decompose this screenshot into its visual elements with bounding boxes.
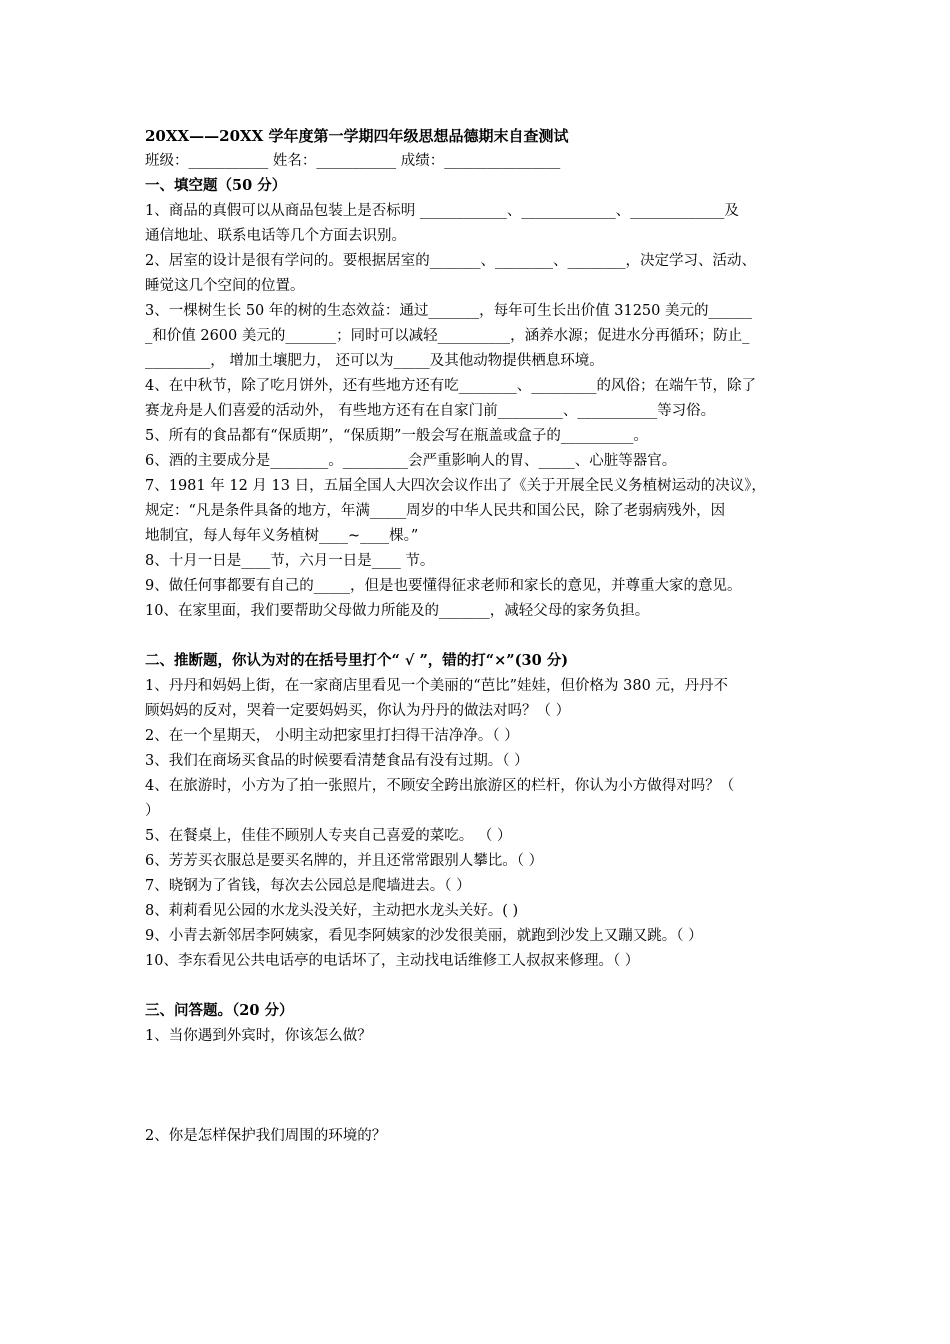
judgment-line: 4、在旅游时，小方为了拍一张照片，不顾安全跨出旅游区的栏杆，你认为小方做得对吗？（ [145, 778, 735, 794]
judgment-line: 5、在餐桌上，佳佳不顾别人专夹自己喜爱的菜吃。 （ ） [145, 828, 512, 844]
fill-blank-line: 8、十月一日是____节，六月一日是____ 节。 [145, 553, 435, 569]
judgment-line: 10、李东看见公共电话亭的电话坏了，主动找电话维修工人叔叔来修理。（ ） [145, 953, 640, 969]
judgment-line: 9、小青去新邻居李阿姨家，看见李阿姨家的沙发很美丽，就跑到沙发上又蹦又跳。（ ） [145, 928, 703, 944]
student-info-line: 班级：___________ 姓名：___________ 成绩：________________ [145, 153, 561, 169]
fill-blank-line: 4、在中秋节，除了吃月饼外，还有些地方还有吃________、_________的风俗；在端午节，除了 [145, 378, 756, 394]
fill-blank-line: 5、所有的食品都有“保质期”，“保质期”一般会写在瓶盖或盒子的__________。 [145, 428, 648, 444]
question-2: 2、你是怎样保护我们周围的环境的？ [145, 1128, 387, 1144]
judgment-line: 2、在一个星期天， 小明主动把家里打扫得干洁净净。（ ） [145, 728, 519, 744]
section1-heading: 一、填空题（50 分） [145, 177, 287, 194]
section3-heading: 三、问答题。（20 分） [145, 1002, 294, 1019]
fill-blank-line: 10、在家里面，我们要帮助父母做力所能及的_______，减轻父母的家务负担。 [145, 603, 650, 619]
judgment-line: 1、丹丹和妈妈上街，在一家商店里看见一个美丽的“芭比”娃娃，但价格为 380 元，丹丹不 [145, 678, 728, 694]
fill-blank-line: 9、做任何事都要有自己的_____，但是也要懂得征求老师和家长的意见，并尊重大家的意见。 [145, 578, 742, 594]
fill-blank-line: _和价值 2600 美元的_______；同时可以减轻__________，涵养水源；促进水分再循环；防止_ [145, 328, 750, 344]
judgment-line: 3、我们在商场买食品的时候要看清楚食品有没有过期。（ ） [145, 753, 529, 769]
judgment-line: 顾妈妈的反对，哭着一定要妈妈买，你认为丹丹的做法对吗？（ ） [145, 703, 571, 719]
fill-blank-line: _________， 增加土壤肥力， 还可以为_____及其他动物提供栖息环境。 [145, 353, 604, 369]
fill-blank-line: 地制宜，每人每年义务植树____~____棵。” [145, 528, 419, 544]
fill-blank-line: 通信地址、联系电话等几个方面去识别。 [145, 228, 406, 244]
fill-blank-line: 7、1981 年 12 月 13 日，五届全国人大四次会议作出了《关于开展全民义务植树运动的决议》， [145, 478, 766, 494]
judgment-line: ） [145, 803, 160, 819]
judgment-line: 7、晓钢为了省钱，每次去公园总是爬墙进去。（ ） [145, 878, 471, 894]
judgment-line: 8、莉莉看见公园的水龙头没关好，主动把水龙头关好。( ) [145, 903, 519, 919]
fill-blank-line: 规定：“凡是条件具备的地方，年满_____周岁的中华人民共和国公民，除了老弱病残外，因 [145, 503, 726, 519]
fill-blank-line: 3、一棵树生长 50 年的树的生态效益：通过_______，每年可生长出价值 31250 美元的______ [145, 303, 752, 319]
fill-blank-line: 赛龙舟是人们喜爱的活动外， 有些地方还有在自家门前_________、___________等习俗。 [145, 403, 716, 419]
section2-heading: 二、推断题，你认为对的在括号里打个“ √ ”，错的打“×”(30 分) [145, 652, 569, 669]
fill-blank-line: 1、商品的真假可以从商品包装上是否标明 ____________、_____________、_____________及 [145, 203, 739, 219]
exam-title: 20XX——20XX 学年度第一学期四年级思想品德期末自查测试 [145, 127, 569, 145]
question-1: 1、当你遇到外宾时，你该怎么做？ [145, 1028, 372, 1044]
fill-blank-line: 2、居室的设计是很有学问的。要根据居室的_______、________、________，决定学习、活动、 [145, 253, 756, 269]
fill-blank-line: 睡觉这几个空间的位置。 [145, 278, 305, 294]
fill-blank-line: 6、酒的主要成分是________。_________会严重影响人的胃、_____、心脏等器官。 [145, 453, 677, 469]
judgment-line: 6、芳芳买衣服总是要买名牌的，并且还常常跟别人攀比。（ ） [145, 853, 544, 869]
